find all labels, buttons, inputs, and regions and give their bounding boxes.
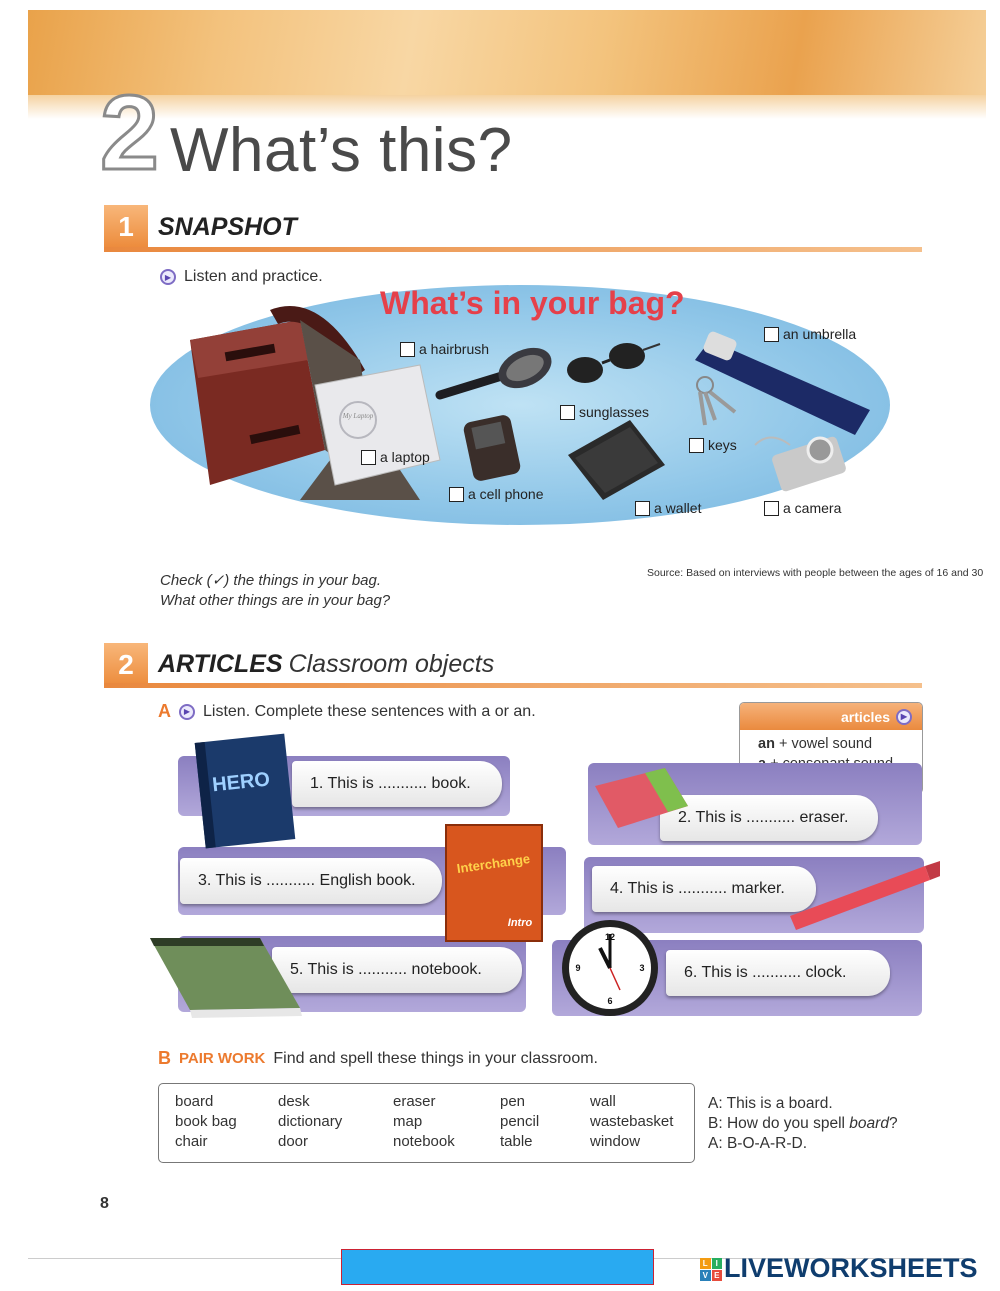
word: wall bbox=[590, 1093, 616, 1110]
word-column-5 bbox=[590, 1092, 673, 1152]
eraser-image bbox=[595, 768, 688, 828]
word: window bbox=[590, 1133, 641, 1150]
cell-phone-image bbox=[462, 414, 521, 483]
word: notebook bbox=[393, 1133, 455, 1150]
intro-cover-text: Intro bbox=[507, 917, 533, 929]
source-note: Source: Based on interviews with people between the ages of 16 and 30 bbox=[647, 567, 984, 579]
item-camera[interactable]: a camera bbox=[764, 500, 841, 516]
item-cell-phone[interactable]: a cell phone bbox=[449, 486, 544, 502]
classroom-objects-illustration bbox=[140, 728, 940, 1058]
blue-action-button[interactable] bbox=[341, 1249, 654, 1285]
interchange-cover-text: Interchange bbox=[455, 850, 531, 877]
word: map bbox=[393, 1113, 423, 1130]
checkbox-laptop[interactable] bbox=[361, 450, 376, 465]
section-2-subtitle: Classroom objects bbox=[288, 650, 495, 678]
unit-title: What’s this? bbox=[170, 116, 513, 185]
bag-graphic-title: What’s in your bag? bbox=[380, 285, 685, 321]
checkbox-keys[interactable] bbox=[689, 438, 704, 453]
item-sunglasses[interactable]: sunglasses bbox=[560, 404, 649, 420]
word: board bbox=[175, 1093, 214, 1110]
hero-book-image bbox=[195, 734, 296, 849]
interchange-book-image bbox=[446, 825, 542, 941]
checkbox-cell-phone[interactable] bbox=[449, 487, 464, 502]
sentence-2: 2. This is ........... eraser. bbox=[660, 795, 878, 841]
notebook-image bbox=[150, 938, 302, 1018]
hero-cover-text: HERO bbox=[211, 768, 271, 797]
word: door bbox=[278, 1133, 309, 1150]
sentence-6: 6. This is ........... clock. bbox=[666, 950, 890, 996]
svg-text:3: 3 bbox=[639, 963, 645, 973]
listen-instruction: ▶ Listen and practice. bbox=[160, 268, 323, 286]
item-umbrella[interactable]: an umbrella bbox=[764, 326, 856, 342]
laptop-logo-text: My Laptop bbox=[342, 412, 374, 420]
camera-image bbox=[755, 435, 847, 492]
other-things-question: What other things are in your bag? bbox=[160, 592, 391, 609]
item-hairbrush[interactable]: a hairbrush bbox=[400, 341, 489, 357]
check-question: Check (✓) the things in your bag. bbox=[160, 572, 382, 589]
sentence-3: 3. This is ........... English book. bbox=[180, 858, 442, 904]
dialog-line-a2: A: B-O-A-R-D. bbox=[708, 1135, 808, 1152]
word: chair bbox=[175, 1133, 208, 1150]
word: book bag bbox=[175, 1113, 237, 1130]
articles-audio-icon[interactable]: ▶ bbox=[896, 709, 912, 725]
svg-text:6: 6 bbox=[607, 996, 613, 1006]
header-banner bbox=[28, 10, 986, 95]
section-1-rule bbox=[104, 247, 922, 252]
clock-image bbox=[562, 920, 658, 1016]
laptop-image bbox=[315, 365, 440, 485]
audio-play-icon-a[interactable]: ▶ bbox=[179, 704, 195, 720]
liveworksheets-logo-icon: L I V E bbox=[700, 1258, 722, 1280]
marker-image bbox=[790, 861, 940, 930]
item-laptop[interactable]: a laptop bbox=[361, 449, 430, 465]
sunglasses-image bbox=[567, 343, 660, 383]
word: table bbox=[500, 1133, 533, 1150]
sentence-5: 5. This is ........... notebook. bbox=[272, 947, 522, 993]
section-2-title: ARTICLES bbox=[158, 650, 283, 678]
section-1-number: 1 bbox=[104, 205, 148, 249]
pair-work-label: PAIR WORK bbox=[179, 1050, 266, 1067]
word: pen bbox=[500, 1093, 526, 1110]
checkbox-sunglasses[interactable] bbox=[560, 405, 575, 420]
section-2-rule bbox=[104, 683, 922, 688]
word-column-1 bbox=[175, 1092, 237, 1152]
section-2-heading bbox=[158, 650, 494, 679]
checkbox-hairbrush[interactable] bbox=[400, 342, 415, 357]
svg-text:9: 9 bbox=[575, 963, 581, 973]
part-b-instruction: B PAIR WORK Find and spell these things in your classroom. bbox=[158, 1048, 598, 1068]
checkbox-camera[interactable] bbox=[764, 501, 779, 516]
item-keys[interactable]: keys bbox=[689, 437, 737, 453]
audio-play-icon[interactable]: ▶ bbox=[160, 269, 176, 285]
articles-line-an: an + vowel sound bbox=[758, 736, 873, 752]
section-1-title: SNAPSHOT bbox=[158, 213, 297, 241]
wallet-image bbox=[568, 420, 665, 500]
part-b-letter: B bbox=[158, 1048, 171, 1068]
unit-number: 2 bbox=[100, 74, 159, 192]
dialog-line-b1: B: How do you spell board? bbox=[708, 1115, 898, 1132]
word-column-4 bbox=[500, 1092, 539, 1152]
articles-box-header: articles ▶ bbox=[740, 703, 922, 730]
checkbox-umbrella[interactable] bbox=[764, 327, 779, 342]
word-column-3 bbox=[393, 1092, 455, 1152]
word: eraser bbox=[393, 1093, 436, 1110]
dialog-line-a1: A: This is a board. bbox=[708, 1095, 833, 1112]
umbrella-image bbox=[695, 330, 870, 435]
item-wallet[interactable]: a wallet bbox=[635, 500, 701, 516]
word: wastebasket bbox=[590, 1113, 674, 1130]
word: dictionary bbox=[278, 1113, 343, 1130]
word: desk bbox=[278, 1093, 310, 1110]
sentence-4: 4. This is ........... marker. bbox=[592, 866, 816, 912]
svg-text:12: 12 bbox=[604, 932, 616, 942]
part-a-letter: A bbox=[158, 701, 171, 721]
section-2-number: 2 bbox=[104, 643, 148, 687]
checkbox-wallet[interactable] bbox=[635, 501, 650, 516]
word-column-2 bbox=[278, 1092, 342, 1152]
sentence-1: 1. This is ........... book. bbox=[292, 761, 502, 807]
page-number: 8 bbox=[100, 1195, 109, 1212]
word: pencil bbox=[500, 1113, 540, 1130]
keys-image bbox=[697, 377, 735, 425]
liveworksheets-logo: L I V E LIVEWORKSHEETS bbox=[700, 1253, 978, 1284]
part-a-instruction: A ▶ Listen. Complete these sentences with a or an. bbox=[158, 701, 536, 721]
example-dialog bbox=[708, 1094, 898, 1154]
